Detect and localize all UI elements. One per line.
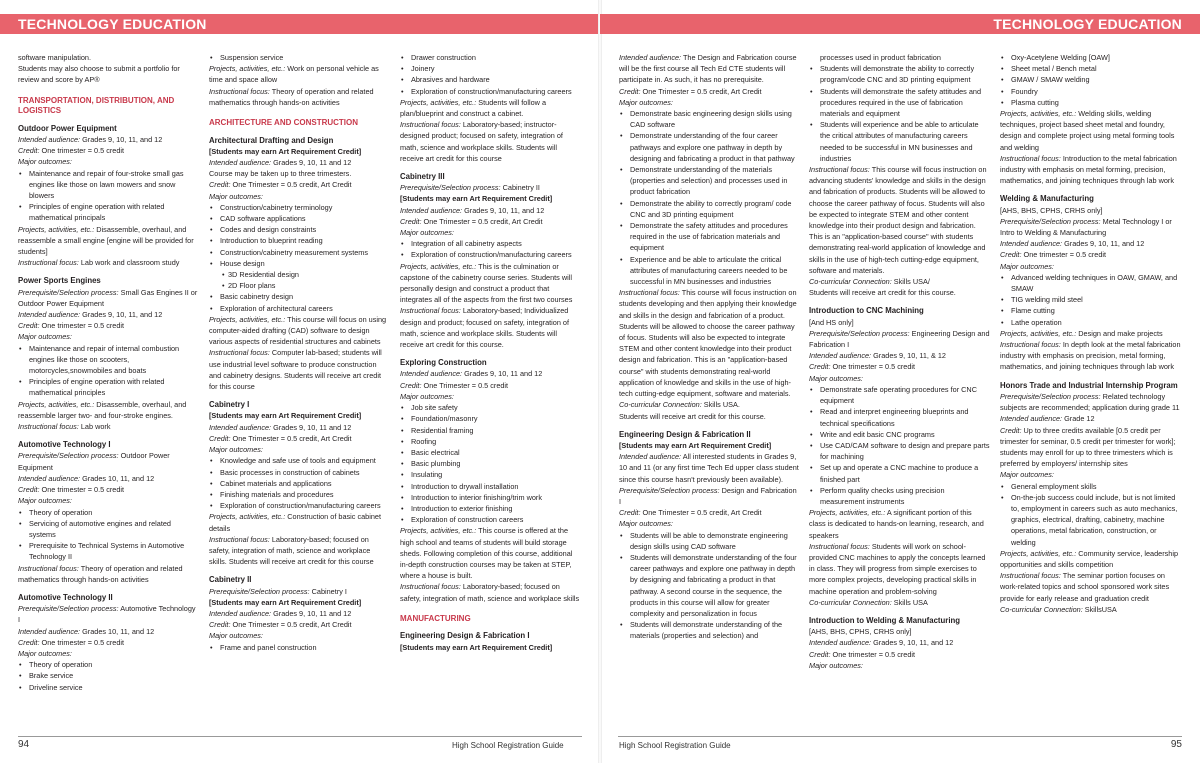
list-item: • Construction/cabinetry terminology: [220, 202, 390, 213]
list-item: • Students will demonstrate the safety attitudes and procedures required in the use of fabrication materials and equipment: [820, 86, 990, 120]
outcome-list: [1000, 481, 1181, 548]
outcome-list: [619, 108, 800, 287]
list-item: • Flame cutting: [1011, 305, 1181, 316]
outcome-list: [18, 168, 199, 224]
list-item: • Construction/cabinetry measurement systems: [220, 247, 390, 258]
list-item: • Cabinet materials and applications: [220, 478, 390, 489]
list-item: • Introduction to blueprint reading: [220, 235, 390, 246]
section-banner: [0, 14, 600, 34]
list-item: • On-the-job success could include, but is not limited to, employment in careers such as auto mechanics, graphics, electrical, drafting, cabinetry, machine operations, metal fabrication, construction, or welding: [1011, 492, 1181, 548]
course-title: Automotive Technology II: [18, 592, 113, 602]
course-title: Introduction to CNC Machining: [809, 306, 924, 316]
footer-rule: [18, 736, 582, 737]
column-2: • Suspension service Projects, activities, etc.: Work on personal vehicle as time and space allow Instructional focus: Theory of operation and related mathematics through hands-on activities ARCHITECTURE AND CONSTRUCTION Architectural Drafting and Design [Students may earn Art Requirement Credit] Intended audience: Grades 9, 10, 11 and 12 Course may be taken up to three trimesters. Credit: One Trimester = 0.5 credit, Art Credit Major outcomes: • Construction/cabinetry terminology • CAD software applications • Codes and design constraints • Introduction to blueprint reading • Construction/cabinetry measurement systems • House design • 3D Residential design • 2D Floor plans • Basic cabinetry design • Exploration of architectural careers Projects, activities, etc.: This course will focus on using computer-aided drafting (CAD) software to design various aspects of residential structures and cabinets Instructional focus: Computer lab-based; students will use industrial level software to produce construction and cabinetry designs. Students will receive art credit for this course Cabinetry I [Students may earn Art Requirement Credit] Intended audience: Grades 9, 10, 11 and 12 Credit: One Trimester = 0.5 credit, Art Credit Major outcomes: • Knowledge and safe use of tools and equipment • Basic processes in construction of cabinets • Cabinet materials and applications • Finishing materials and procedures • Exploration of construction/manufacturing careers Projects, activities, etc.: Construction of basic cabinet details Instructional focus: Laboratory-based; focused on safety, integration of math, science and workplace skills. Students will receive art credit for this course Cabinetry II Prerequisite/Selection process: Cabinetry I [Students may earn Art Requirement Credit] Intended audience: Grades 9, 10, 11 and 12 Credit: One Trimester = 0.5 credit, Art Credit Major outcomes: • Frame and panel construction: [209, 52, 390, 728]
column-4: Intended audience: The Design and Fabrication course will be the first course all Tech Ed CTE students will participate in. As such, it has no prerequisite. Credit: One Trimester = 0.5 credit, Art Credit Major outcomes: • Demonstrate basic engineering design skills using CAD software • Demonstrate understanding of the four career pathways and explore one pathway in depth by designing and fabricating a product in that pathway • Demonstrate understanding of the materials (properties and selection) and processes used in product fabrication • Demonstrate the ability to correctly program/ code CNC and 3D printing equipment • Demonstrate the safety attitudes and procedures required in the use of fabrication materials and equipment • Experience and be able to articulate the critical attributes of manufacturing careers needed to be successful in MN businesses and industries Instructional focus: This course will focus instruction on students developing and then applying their knowledge and skills in the design and fabrication of a product. Students will be allowed to choose the career pathway of focus. Students will also be expected to integrate STEM and other content knowledge into their product design and fabrication. This is an "application-based course" with students demonstrating real-world application of knowledge and skills in the use of high-tech cutting-edge equipment, software and materials. Co-curricular Connection: Skills USA. Students will receive art credit for this course. Engineering Design & Fabrication II [Students may earn Art Requirement Credit] Intended audience: All interested students in Grades 9, 10 and 11 (or any first time Tech Ed upper class student since this course hasn't previously been available). Prerequisite/Selection process: Design and Fabrication I Credit: One Trimester = 0.5 credit, Art Credit Major outcomes: • Students will be able to demonstrate engineering design skills using CAD software • Students will demonstrate understanding of the four career pathways and explore one pathway in depth by designing and fabricating a product in that pathway. A second course in the sequence, the products in this course will allow for greater complexity and personalization in focus • Students will demonstrate understanding of the materials (properties and selection) and: [619, 52, 800, 728]
list-item: • Finishing materials and procedures: [220, 489, 390, 500]
outcome-list: [18, 507, 199, 563]
section-heading: MANUFACTURING: [400, 613, 471, 623]
list-item: • Joinery: [411, 63, 581, 74]
course-title: Cabinetry I: [209, 400, 250, 410]
list-item: • Insulating: [411, 469, 581, 480]
outcome-list: [209, 642, 390, 653]
list-item: • Basic plumbing: [411, 458, 581, 469]
intro-text: Students may also choose to submit a portfolio for review and score by AP®: [18, 64, 180, 85]
course-title: Power Sports Engines: [18, 276, 101, 286]
list-item: • Sheet metal / Bench metal: [1011, 63, 1181, 74]
list-item: • Experience and be able to articulate the critical attributes of manufacturing careers needed to be successful in MN businesses and industries: [630, 254, 800, 288]
list-item: • Introduction to exterior finishing: [411, 503, 581, 514]
column-6: • Oxy-Acetylene Welding [OAW] • Sheet metal / Bench metal • GMAW / SMAW welding • Foundry • Plasma cutting Projects, activities, etc.: Welding skills, welding techniques, project based sheet metal and foundry, design and complete project using metal forming tools and welding Instructional focus: Introduction to the metal fabrication industry with emphasis on metal forming, precision, mathematics, and joining techniques through lab work Welding & Manufacturing [AHS, BHS, CPHS, CRHS only] Prerequisite/Selection process: Metal Technology I or Intro to Welding & Manufacturing Intended audience: Grades 9, 10, 11, and 12 Credit: One trimester = 0.5 credit Major outcomes: • Advanced welding techniques in OAW, GMAW, and SMAW • TIG welding mild steel • Flame cutting • Lathe operation Projects, activities, etc.: Design and make projects Instructional focus: In depth look at the metal fabrication industry with emphasis on precision, metal forming, mathematics, and joining techniques through lab work Honors Trade and Industrial Internship Program Prerequisite/Selection process: Related technology subjects are recommended; application during grade 11 Intended audience: Grade 12 Credit: Up to three credits available [0.5 credit per trimester for seminar, 0.5 credit per trimester for work]; students may enroll for up to three trimesters which is preferred by employers/ internship sites Major outcomes: • General employment skills • On-the-job success could include, but is not limited to, employment in careers such as auto mechanics, graphics, electrical, drafting, cabinetry, machine operations, metal fabrication, construction, or welding Projects, activities, etc.: Community service, leadership opportunities and skills competition Instructional focus: The seminar portion focuses on work-related topics and school sponsored work sites provide for early release and graduation credit Co-curricular Connection: SkillsUSA: [1000, 52, 1181, 728]
list-item: • Knowledge and safe use of tools and equipment: [220, 455, 390, 466]
list-item: • Use CAD/CAM software to design and prepare parts for machining: [820, 440, 990, 462]
outcome-list: [18, 343, 199, 399]
column-1: software manipulation. Students may also choose to submit a portfolio for review and score by AP® TRANSPORTATION, DISTRIBUTION, AND LOGISTICS Outdoor Power Equipment Intended audience: Grades 9, 10, 11, and 12 Credit: One trimester = 0.5 credit Major outcomes: • Maintenance and repair of four-stroke small gas engines like those on lawn mowers and snow blowers • Principles of engine operation with related mathematical principals Projects, activities, etc.: Disassemble, overhaul, and reassemble a small engine [engine will be provided for students] Instructional focus: Lab work and classroom study Power Sports Engines Prerequisite/Selection process: Small Gas Engines II or Outdoor Power Equipment Intended audience: Grades 9, 10, 11, and 12 Credit: One trimester = 0.5 credit Major outcomes: • Maintenance and repair of internal combustion engines like those on scooters, motorcycles,snowmobiles and boats • Principles of engine operation with related mathematical principles Projects, activities, etc.: Disassemble, overhaul, and reassemble larger two- and four-stroke engines. Instructional focus: Lab work Automotive Technology I Prerequisite/Selection process: Outdoor Power Equipment Intended audience: Grades 10, 11, and 12 Credit: One trimester = 0.5 credit Major outcomes: • Theory of operation • Servicing of automotive engines and related systems • Prerequisite to Technical Systems in Automotive Technology II Instructional focus: Theory of operation and related mathematics through hands-on activities Automotive Technology II Prerequisite/Selection process: Automotive Technology I Intended audience: Grades 10, 11, and 12 Credit: One trimester = 0.5 credit Major outcomes: • Theory of operation • Brake service • Driveline service: [18, 52, 199, 728]
section-heading: TRANSPORTATION, DISTRIBUTION, AND LOGISTICS: [18, 95, 175, 116]
page-number: 94: [18, 739, 30, 750]
list-item: • Principles of engine operation with related mathematical principals: [29, 201, 199, 223]
outcome-list: [809, 384, 990, 507]
list-item: • Oxy-Acetylene Welding [OAW]: [1011, 52, 1181, 63]
footer-rule: [618, 736, 1182, 737]
list-item: • Servicing of automotive engines and related systems: [29, 518, 199, 540]
course-title: Outdoor Power Equipment: [18, 123, 117, 133]
column-5: processes used in product fabrication • Students will demonstrate the ability to correctly program/code CNC and 3D printing equipment • Students will demonstrate the safety attitudes and procedures required in the use of fabrication materials and equipment • Students will experience and be able to articulate the critical attributes of manufacturing careers needed to be successful in MN businesses and industries Instructional focus: This course will focus instruction on advancing students' knowledge and skills in the design and fabrication of products. Students will be allowed to choose the career pathway of focus. Students will also be expected to integrate STEM and other content knowledge into their product design and fabrication. This is an "application-based course" with students demonstrating real-world application of knowledge and skills in the use of high-tech cutting-edge equipment, software and materials. Co-curricular Connection: Skills USA/ Students will receive art credit for this course. Introduction to CNC Machining [And HS only] Prerequisite/Selection process: Engineering Design and Fabrication I Intended audience: Grades 9, 10, 11, & 12 Credit: One trimester = 0.5 credit Major outcomes: • Demonstrate safe operating procedures for CNC equipment • Read and interpret engineering blueprints and technical specifications • Write and edit basic CNC programs • Use CAD/CAM software to design and prepare parts for machining • Set up and operate a CNC machine to produce a finished part • Perform quality checks using precision measurement instruments Projects, activities, etc.: A significant portion of this class is dedicated to hands-on learning, research, and speakers Instructional focus: Students will work on school-provided CNC machines to apply the concepts learned in class. They will progress from simple exercises to more complex projects, developing practical skills in machine operation and problem-solving Co-curricular Connection: Skills USA Introduction to Welding & Manufacturing [AHS, BHS, CPHS, CRHS only] Intended audience: Grades 9, 10, 11, and 12 Credit: One trimester = 0.5 credit Major outcomes:: [809, 52, 990, 728]
list-item: • Plasma cutting: [1011, 97, 1181, 108]
list-item: • Demonstrate the safety attitudes and procedures required in the use of fabrication materials and equipment: [630, 220, 800, 254]
list-item: • Drawer construction: [411, 52, 581, 63]
list-item: • Roofing: [411, 436, 581, 447]
outcome-list: [809, 63, 990, 164]
course-title: Engineering Design & Fabrication II: [619, 429, 751, 439]
list-item: • Job site safety: [411, 402, 581, 413]
list-item: • Demonstrate understanding of the materials (properties and selection) and processes used in product fabrication: [630, 164, 800, 198]
list-item: • Introduction to interior finishing/trim work: [411, 492, 581, 503]
list-item: • Maintenance and repair of internal combustion engines like those on scooters, motorcycles,snowmobiles and boats: [29, 343, 199, 377]
list-item: • House design • 3D Residential design • 2D Floor plans: [220, 258, 390, 292]
course-title: Engineering Design & Fabrication I: [400, 631, 530, 641]
list-item: • Brake service: [29, 670, 199, 681]
list-item: • TIG welding mild steel: [1011, 294, 1181, 305]
list-item: • Exploration of construction/manufacturing careers: [220, 500, 390, 511]
outcome-list: [1000, 52, 1181, 108]
list-item: • Codes and design constraints: [220, 224, 390, 235]
list-item: • Exploration of construction/manufacturing careers: [411, 249, 581, 260]
list-item: • CAD software applications: [220, 213, 390, 224]
list-item: • Frame and panel construction: [220, 642, 390, 653]
list-item: • Students will experience and be able to articulate the critical attributes of manufacturing careers needed to be successful in MN businesses and industries: [820, 119, 990, 164]
list-item: • General employment skills: [1011, 481, 1181, 492]
course-title: Cabinetry II: [209, 575, 252, 585]
list-item: • Lathe operation: [1011, 317, 1181, 328]
list-item: • Students will demonstrate the ability to correctly program/code CNC and 3D printing equipment: [820, 63, 990, 85]
page-number: 95: [1170, 739, 1182, 750]
outcome-list: [209, 455, 390, 511]
outcome-list: [18, 659, 199, 693]
sub-list: [220, 269, 390, 291]
list-item: • Integration of all cabinetry aspects: [411, 238, 581, 249]
outcome-list: [400, 238, 581, 260]
list-item: • Foundation/masonry: [411, 413, 581, 424]
course-title: Architectural Drafting and Design: [209, 135, 334, 145]
list-item: • Demonstrate safe operating procedures for CNC equipment: [820, 384, 990, 406]
list-item: • Demonstrate understanding of the four career pathways and explore one pathway in depth by designing and fabricating a product in that pathway: [630, 130, 800, 164]
list-item: • Theory of operation: [29, 659, 199, 670]
list-item: • Driveline service: [29, 682, 199, 693]
list-item: • Advanced welding techniques in OAW, GMAW, and SMAW: [1011, 272, 1181, 294]
course-title: Introduction to Welding & Manufacturing: [809, 615, 961, 625]
list-item: • Set up and operate a CNC machine to produce a finished part: [820, 462, 990, 484]
course-title: Cabinetry III: [400, 172, 445, 182]
section-heading: ARCHITECTURE AND CONSTRUCTION: [209, 118, 359, 128]
course-title: Welding & Manufacturing: [1000, 194, 1094, 204]
list-item: • Write and edit basic CNC programs: [820, 429, 990, 440]
list-item: • Prerequisite to Technical Systems in Automotive Technology II: [29, 540, 199, 562]
list-item: • Students will demonstrate understanding of the materials (properties and selection) and: [630, 619, 800, 641]
outcome-list: [209, 202, 390, 314]
list-item: • Residential framing: [411, 425, 581, 436]
outcome-list: [1000, 272, 1181, 328]
outcome-list: [619, 530, 800, 642]
list-item: • Demonstrate basic engineering design skills using CAD software: [630, 108, 800, 130]
list-item: • Abrasives and hardware: [411, 74, 581, 85]
list-item: • Perform quality checks using precision measurement instruments: [820, 485, 990, 507]
sub-item: • 3D Residential design: [228, 269, 390, 280]
intro-text: software manipulation.: [18, 53, 92, 62]
list-item: • Maintenance and repair of four-stroke small gas engines like those on lawn mowers and snow blowers: [29, 168, 199, 202]
section-banner: [600, 14, 1200, 34]
list-item: • Students will demonstrate understanding of the four career pathways and explore one pathway in depth by designing and fabricating a product in that pathway. A second course in the sequence, the products in this course will allow for greater complexity and personalization in focus: [630, 552, 800, 619]
footer-title: High School Registration Guide: [619, 741, 731, 750]
list-item: • GMAW / SMAW welding: [1011, 74, 1181, 85]
banner-title: TECHNOLOGY EDUCATION: [18, 16, 207, 32]
outcome-list: [400, 52, 581, 97]
list-item: • Students will be able to demonstrate engineering design skills using CAD software: [630, 530, 800, 552]
list-item: • Basic cabinetry design: [220, 291, 390, 302]
list-item: • Exploration of construction/manufacturing careers: [411, 86, 581, 97]
column-3: • Drawer construction • Joinery • Abrasives and hardware • Exploration of construction/manufacturing careers Projects, activities, etc.: Students will follow a plan/blueprint and construct a cabinet. Instructional focus: Laboratory-based; instructor-designed product; focused on safety, integration of math, science and workplace skills. Students will receive art credit for this course Cabinetry III Prerequisite/Selection process: Cabinetry II [Students may earn Art Requirement Credit] Intended audience: Grades 9, 10, 11, and 12 Credit: One Trimester = 0.5 credit, Art Credit Major outcomes: • Integration of all cabinetry aspects • Exploration of construction/manufacturing careers Projects, activities, etc.: This is the culmination or capstone of the cabinetry course series. Students will personally design and construct a product that integrates all of the aspects from the first two courses Instructional focus: Laboratory-based; Individualized design and product; focused on safety, integration of math, science and workplace skills. Students will receive art credit for this course. Exploring Construction Intended audience: Grades 9, 10, 11 and 12 Credit: One Trimester = 0.5 credit Major outcomes: • Job site safety • Foundation/masonry • Residential framing • Roofing • Basic electrical • Basic plumbing • Insulating • Introduction to drywall installation • Introduction to interior finishing/trim work • Introduction to exterior finishing • Exploration of construction careers Projects, activities, etc.: This course is offered at the high school and teams of students will build storage sheds. Following completion of this course, additional in-depth construction courses may be taken at STEP, where a house is built. Instructional focus: Laboratory-based; focused on safety, integration of math, science and workplace skills MANUFACTURING Engineering Design & Fabrication I [Students may earn Art Requirement Credit]: [400, 52, 581, 728]
list-item: • Demonstrate the ability to correctly program/ code CNC and 3D printing equipment: [630, 198, 800, 220]
list-item: • Exploration of architectural careers: [220, 303, 390, 314]
footer-title: High School Registration Guide: [452, 741, 564, 750]
list-item: • Suspension service: [220, 52, 390, 63]
banner-title: TECHNOLOGY EDUCATION: [993, 16, 1182, 32]
outcome-list: [209, 52, 390, 63]
list-item: • Basic electrical: [411, 447, 581, 458]
course-title: Automotive Technology I: [18, 440, 111, 450]
sub-item: • 2D Floor plans: [228, 280, 390, 291]
course-title: Honors Trade and Industrial Internship Program: [1000, 380, 1178, 390]
right-page: [600, 0, 1200, 763]
course-title: Exploring Construction: [400, 358, 487, 368]
outcome-list: [400, 402, 581, 525]
list-item: • Theory of operation: [29, 507, 199, 518]
list-item: • Introduction to drywall installation: [411, 481, 581, 492]
list-item: • Foundry: [1011, 86, 1181, 97]
list-item: • Basic processes in construction of cabinets: [220, 467, 390, 478]
list-item: • Read and interpret engineering blueprints and technical specifications: [820, 406, 990, 428]
list-item: • Exploration of construction careers: [411, 514, 581, 525]
list-item: • Principles of engine operation with related mathematical principles: [29, 376, 199, 398]
